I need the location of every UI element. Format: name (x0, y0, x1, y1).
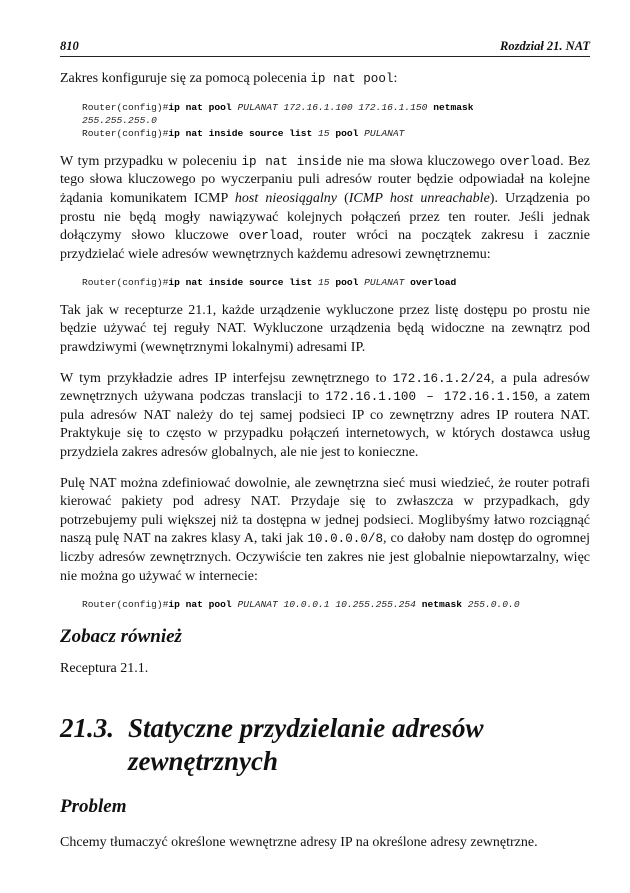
code-prompt: Router(config)# (82, 128, 169, 140)
paragraph-intro (60, 70, 590, 89)
code-prompt: Router(config)# (82, 101, 169, 113)
see-also-text: Receptura 21.1. (60, 660, 149, 676)
text: , router wróci na początek zakresu i zacznie przydzielać wiele adresów wewnętrznych każdemu adresowi zewnętrznemu: (60, 228, 590, 262)
code-argument: 15 (318, 277, 330, 289)
emphasis: ICMP host unreachable (348, 191, 490, 206)
code-prompt: Router(config)# (82, 599, 169, 611)
text: , a zatem pula adresów NAT należy do tej samej podsieci IP co zewnętrzny adres IP routera NAT. Praktykuje się to często w przypadku połączeń internetowych, w których dostawca usług przydziela zakres adresów globalnych, ale nie jest to konieczne. (60, 389, 590, 460)
emphasis: host nieosiągalny (234, 191, 337, 206)
paragraph-example (60, 370, 590, 463)
chapter-title: Rozdział 21. NAT (500, 39, 590, 53)
section-title-line-2: zewnętrznych (128, 746, 279, 777)
code-prompt: Router(config)# (82, 277, 169, 289)
problem-text: Chcemy tłumaczyć określone wewnętrzne adresy IP na określone adresy zewnętrzne. (60, 835, 538, 851)
inline-code: 172.16.1.100 – 172.16.1.150 (325, 390, 535, 405)
inline-code: ip nat inside (241, 154, 342, 169)
code-line (82, 127, 590, 140)
text: ( (336, 191, 349, 206)
code-argument: 255.255.255.0 (82, 115, 157, 126)
text: Zakres konfiguruje się za pomocą polecenia (60, 71, 311, 86)
section-number: 21.3. (60, 713, 114, 744)
text: , co dałoby nam dostęp do ogromnej liczby adresów zewnętrznych. Oczywiście ten zakres nie jest globalnie niepowtarzalny, więc nie można go używać w internecie: (60, 531, 590, 584)
code-block-1 (82, 101, 590, 141)
text: , a pula adresów zewnętrznych używana podczas translacji to (60, 370, 590, 405)
see-also-heading: Zobacz również (60, 625, 182, 647)
text: Pulę NAT można zdefiniować dowolnie, ale zewnętrzna sieć musi wiedzieć, że router potrafi kierować pakiety pod adresy NAT. Przydaje się to zwłaszcza w przypadkach, gdy potrzebujemy puli większej niż ta dostępna w jednej podsieci. Moglibyśmy łatwo rozciągnąć naszą pulę NAT na zakres klasy A, taki jak (60, 475, 590, 547)
inline-code: 172.16.1.2/24 (392, 371, 491, 386)
code-command: ip nat pool (168, 101, 238, 113)
code-argument: PULANAT (364, 128, 405, 140)
code-argument: 255.0.0.0 (462, 599, 520, 611)
code-line (82, 101, 590, 114)
text: W tym przypadku w poleceniu (60, 153, 242, 169)
code-argument: PULANAT 10.0.0.1 10.255.255.254 (237, 599, 422, 611)
code-argument: 15 (318, 128, 330, 140)
inline-code: ip nat pool (310, 72, 394, 86)
page-number: 810 (60, 39, 79, 53)
section-heading (60, 712, 590, 778)
code-keyword: netmask (433, 101, 474, 113)
code-line (82, 276, 590, 289)
code-keyword: overload (410, 277, 457, 289)
code-command: ip nat pool (168, 599, 238, 611)
text: : (393, 71, 398, 86)
code-block-2 (82, 276, 590, 289)
text: nie ma słowa kluczowego (342, 153, 500, 169)
problem-heading: Problem (60, 796, 127, 818)
inline-code: overload (238, 229, 300, 244)
text: ). Urządzenia po prostu nie będą mogły nawiązywać kolejnych połączeń przez ten router. Jeśli jednak dołączymy słowo kluczowe (60, 191, 590, 244)
paragraph-overload (60, 153, 590, 265)
paragraph-excluded: Tak jak w recepturze 21.1, każde urządzenie wykluczone przez listę dostępu po prostu nie będzie używać tej reguły NAT. Wykluczone urządzenia będą widoczne na zewnątrz pod prawdziwymi (wewnętrznymi lokalnymi) adresami IP. (60, 302, 590, 355)
text: . Bez tego słowa kluczowego po wyczerpaniu puli adresów router będzie odpowiadał na kolejne żądania komunikatem ICMP (60, 153, 590, 206)
code-block-3 (82, 598, 590, 611)
code-command: ip nat inside source list (168, 277, 319, 289)
code-line (82, 598, 590, 611)
code-command: pool (329, 128, 365, 140)
page-body (60, 70, 590, 865)
code-command: pool (329, 277, 365, 289)
code-argument: PULANAT (364, 277, 411, 289)
text: W tym przykładzie adres IP interfejsu zewnętrznego to (60, 370, 393, 386)
code-command: ip nat inside source list (168, 128, 319, 140)
inline-code: 10.0.0.0/8 (307, 532, 383, 547)
section-title-line-1: Statyczne przydzielanie adresów (128, 713, 484, 744)
code-line (82, 114, 590, 127)
code-argument: PULANAT 172.16.1.100 172.16.1.150 (237, 101, 434, 113)
running-head (60, 36, 590, 57)
paragraph-pool (60, 475, 590, 587)
code-keyword: netmask (421, 599, 462, 611)
inline-code: overload (499, 154, 561, 169)
